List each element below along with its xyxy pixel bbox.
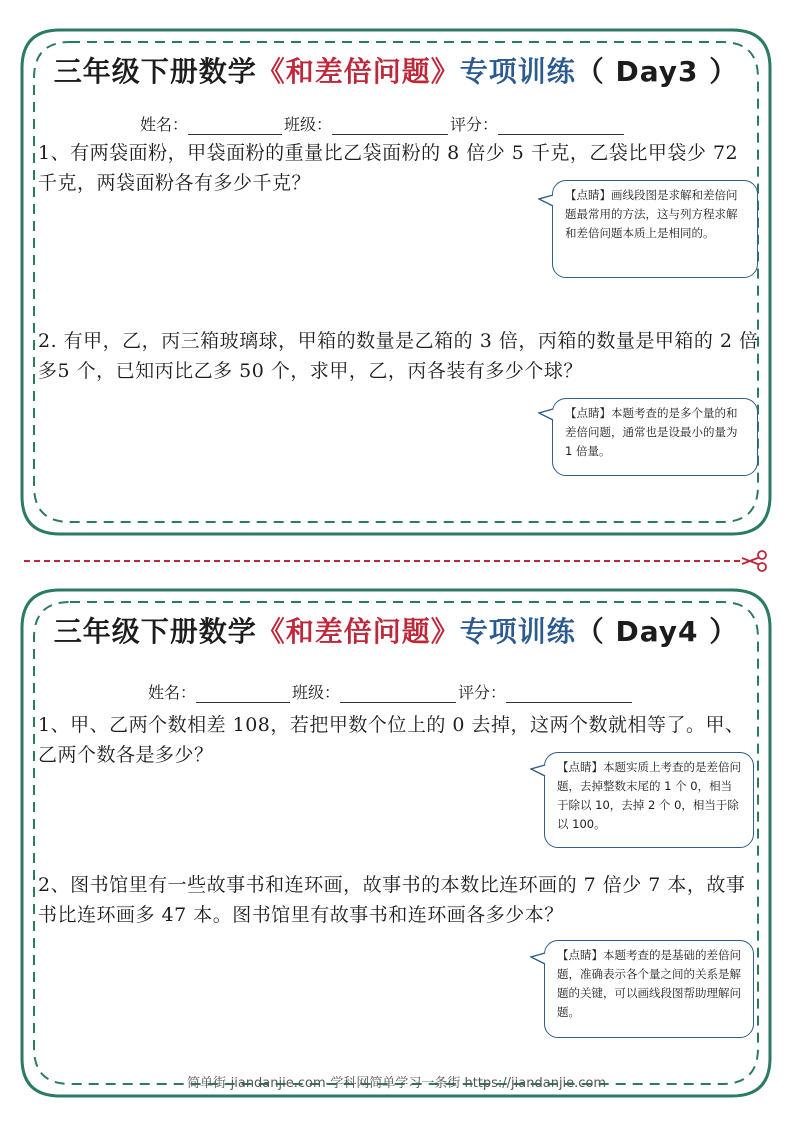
question-2: 2、图书馆里有一些故事书和连环画，故事书的本数比连环画的 7 倍少 7 本，故事书比连环画多 47 本。图书馆里有故事书和连环画各多少本？ [38,874,746,926]
title-training: 专项训练 [459,55,576,88]
tip-tail [538,193,554,209]
title-training: 专项训练 [459,615,576,648]
student-info-row [140,112,626,135]
question-2: 2. 有甲，乙，丙三箱玻璃球，甲箱的数量是乙箱的 3 倍，丙箱的数量是甲箱的 2 倍多5 个，已知丙比乙多 50 个，求甲，乙，丙各装有多少个球？ [38,330,759,382]
class-field[interactable] [332,118,448,135]
tip-text: 【点睛】画线段图是求解和差倍问题最常用的方法，这与列方程求解和差倍问题本质上是相同的。 [565,188,738,240]
tip-bubble [552,180,758,278]
class-label: 班级： [292,683,341,702]
tip-bubble [544,940,754,1038]
cut-line [24,560,740,562]
tip-tail [530,763,546,779]
score-label: 评分： [458,683,507,702]
worksheet-title [34,50,758,90]
title-topic: 《和差倍问题》 [256,55,460,88]
tip-text: 【点睛】本题实质上考查的是差倍问题，去掉整数末尾的 1 个 0，相当于除以 10，去掉 2 个 0，相当于除以 100。 [557,760,741,831]
tip-text: 【点睛】本题考查的是多个量的和差倍问题，通常也是设最小的量为 1 倍量。 [565,406,738,458]
worksheet-card-day4 [20,588,772,1098]
student-info-row [148,680,634,703]
title-main: 三年级下册数学 [53,615,257,648]
title-day: （ Day4 ） [575,615,739,648]
tip-bubble [544,752,754,848]
score-label: 评分： [450,115,499,134]
question-1: 1、甲、乙两个数相差 108，若把甲数个位上的 0 去掉，这两个数就相等了。甲、乙两个数各是多少？ [38,714,745,766]
tip-bubble [552,398,758,476]
score-field[interactable] [498,118,624,135]
class-field[interactable] [340,686,456,703]
name-label: 姓名： [140,115,189,134]
title-main: 三年级下册数学 [53,55,257,88]
score-field[interactable] [506,686,632,703]
title-day: （ Day3 ） [575,55,739,88]
worksheet-title [34,610,758,650]
scissors-icon [740,550,768,572]
tip-tail [538,407,554,423]
class-label: 班级： [284,115,333,134]
name-field[interactable] [188,118,282,135]
worksheet-card-day3 [20,28,772,536]
tip-tail [530,951,546,967]
footer-watermark: 简单街-jiandanjie.com-学科网简单学习一条街 https://jiandanjie.com [186,1076,607,1091]
question-1: 1、有两袋面粉，甲袋面粉的重量比乙袋面粉的 8 倍少 5 千克，乙袋比甲袋少 72 千克，两袋面粉各有多少千克？ [38,142,739,194]
title-topic: 《和差倍问题》 [256,615,460,648]
name-field[interactable] [196,686,290,703]
name-label: 姓名： [148,683,197,702]
tip-text: 【点睛】本题考查的是基础的差倍问题，准确表示各个量之间的关系是解题的关键，可以画线段图帮助理解问题。 [557,948,741,1019]
